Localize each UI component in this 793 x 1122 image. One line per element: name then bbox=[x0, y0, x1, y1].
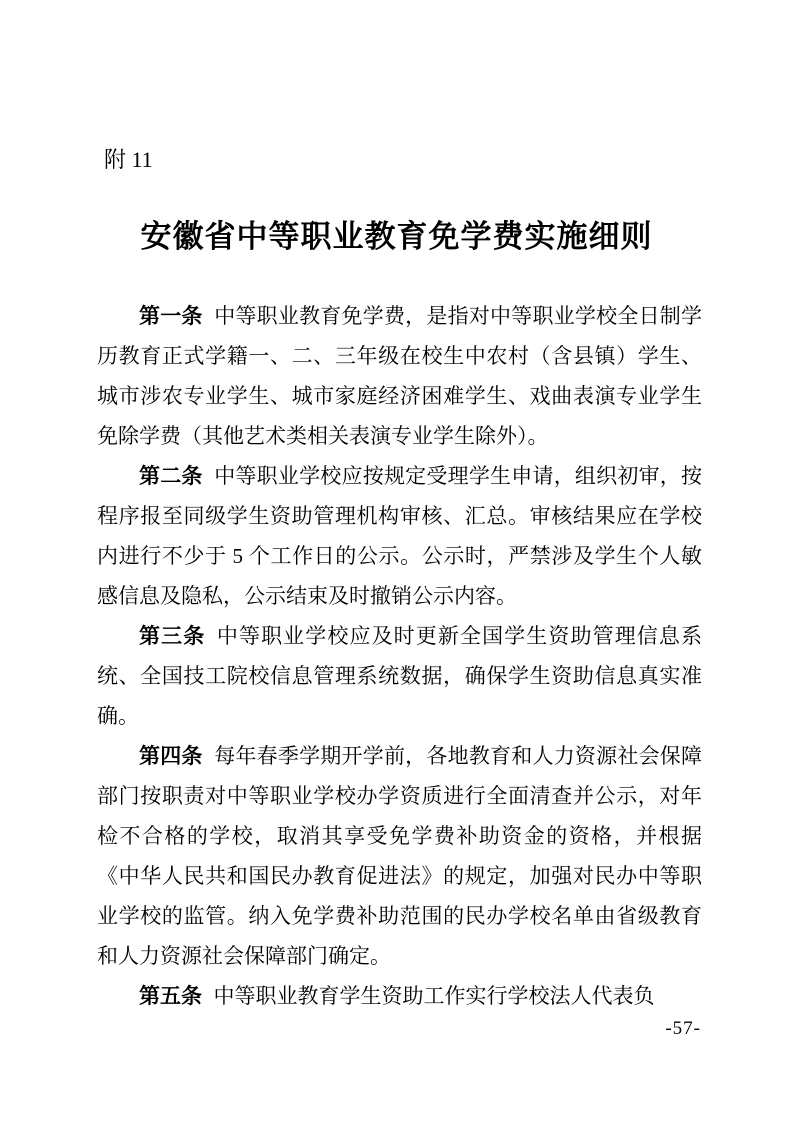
article-label-3: 第三条 bbox=[139, 624, 206, 648]
article-paragraph-5 bbox=[97, 976, 702, 1016]
page-number: -57- bbox=[665, 1018, 701, 1039]
attachment-label: 附 11 bbox=[104, 147, 153, 172]
article-paragraph-3 bbox=[97, 616, 702, 736]
article-label-1: 第一条 bbox=[139, 304, 203, 328]
article-text-3: 中等职业学校应及时更新全国学生资助管理信息系统、全国技工院校信息管理系统数据，确保学生资助信息真实准确。 bbox=[97, 624, 703, 728]
article-paragraph-1 bbox=[97, 296, 702, 456]
article-text-1: 中等职业教育免学费，是指对中等职业学校全日制学历教育正式学籍一、二、三年级在校生中农村（含县镇）学生、城市涉农专业学生、城市家庭经济困难学生、戏曲表演专业学生免除学费（其他艺术类相关表演专业学生除外）。 bbox=[97, 304, 702, 448]
document-title: 安徽省中等职业教育免学费实施细则 bbox=[140, 219, 653, 254]
article-text-4: 每年春季学期开学前，各地教育和人力资源社会保障部门按职责对中等职业学校办学资质进行全面清查并公示，对年检不合格的学校，取消其享受免学费补助资金的资格，并根据《中华人民共和国民办教育促进法》的规定，加强对民办中等职业学校的监管。纳入免学费补助范围的民办学校名单由省级教育和人力资源社会保障部门确定。 bbox=[97, 744, 702, 968]
article-label-2: 第二条 bbox=[139, 464, 203, 488]
document-body bbox=[97, 296, 702, 1016]
article-paragraph-4 bbox=[97, 736, 702, 976]
article-text-2: 中等职业学校应按规定受理学生申请，组织初审，按程序报至同级学生资助管理机构审核、汇总。审核结果应在学校内进行不少于 5 个工作日的公示。公示时，严禁涉及学生个人敏感信息及隐私，公示结束及时撤销公示内容。 bbox=[97, 464, 702, 608]
article-paragraph-2 bbox=[97, 456, 702, 616]
article-label-4: 第四条 bbox=[139, 744, 203, 768]
article-text-5: 中等职业教育学生资助工作实行学校法人代表负 bbox=[213, 984, 655, 1008]
article-label-5: 第五条 bbox=[139, 984, 202, 1008]
